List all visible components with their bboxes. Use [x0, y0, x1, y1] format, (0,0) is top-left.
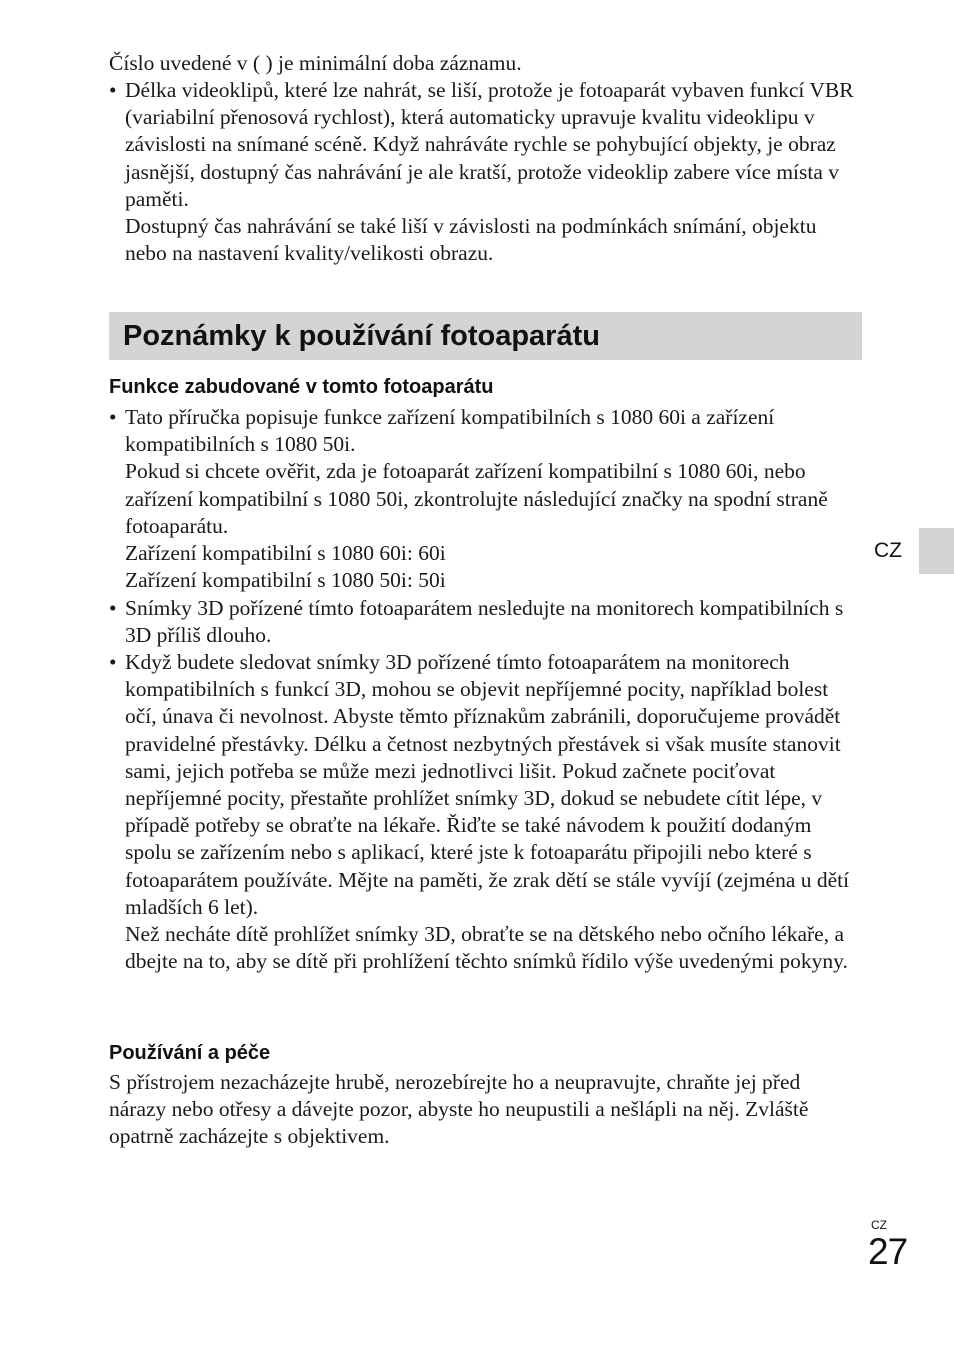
- functions-bullet-3: [109, 649, 861, 975]
- functions-bullet-3-paragraph-2: Než necháte dítě prohlížet snímky 3D, obraťte se na dětského nebo očního lékaře, a dbejte na to, aby se dítě při prohlížení těchto snímků řídilo výše uvedenými pokyny.: [125, 922, 848, 974]
- functions-bullet-1-paragraph-3: Zařízení kompatibilní s 1080 60i: 60i: [125, 541, 446, 566]
- functions-bullet-1-paragraph-4: Zařízení kompatibilní s 1080 50i: 50i: [125, 568, 446, 593]
- bullet-marker: •: [109, 405, 117, 429]
- intro-bullet-paragraph-1: Délka videoklipů, které lze nahrát, se liší, protože je fotoaparát vybaven funkcí VBR (variabilní přenosová rychlost), která automaticky upravuje kvalitu videoklipu v závislosti na snímané scéně. Když nahráváte rychle se pohybující objekty, je obraz jasnější, dostupný čas nahrávání je ale kratší, protože videoklip zabere více místa v paměti.: [125, 78, 854, 211]
- care-paragraph: S přístrojem nezacházejte hrubě, nerozebírejte ho a neupravujte, chraňte jej před nárazy nebo otřesy a dávejte pozor, abyste ho neupustili a nešlápli na něj. Zvláště opatrně zacházejte s objektivem.: [109, 1070, 809, 1149]
- functions-bullet-1: [109, 404, 861, 594]
- intro-bullet-paragraph-2: Dostupný čas nahrávání se také liší v závislosti na podmínkách snímání, objektu nebo na nastavení kvality/velikosti obrazu.: [125, 214, 817, 266]
- intro-bullet: [109, 77, 861, 267]
- functions-heading: Funkce zabudované v tomto fotoaparátu: [109, 376, 494, 398]
- section-title-band: [109, 312, 862, 360]
- language-side-tab: [919, 528, 954, 574]
- functions-bullet-2: [109, 595, 861, 649]
- functions-bullet-1-paragraph-1: Tato příručka popisuje funkce zařízení kompatibilních s 1080 60i a zařízení kompatibilních s 1080 50i.: [125, 405, 775, 457]
- section-title: Poznámky k používání fotoaparátu: [123, 320, 600, 352]
- functions-bullet-1-paragraph-2: Pokud si chcete ověřit, zda je fotoaparát zařízení kompatibilní s 1080 60i, nebo zařízení kompatibilní s 1080 50i, zkontrolujte následující značky na spodní straně fotoaparátu.: [125, 459, 828, 538]
- language-side-label: CZ: [874, 539, 902, 562]
- page-number: 27: [868, 1231, 908, 1272]
- functions-bullet-3-paragraph-1: Když budete sledovat snímky 3D pořízené tímto fotoaparátem na monitorech kompatibilních s funkcí 3D, mohou se objevit nepříjemné pocity, například bolest očí, únava či nevolnost. Abyste těmto příznakům zabránili, doporučujeme provádět pravidelné přestávky. Délku a četnost nezbytných přestávek si však musíte stanovit sami, jejich potřeba se může mezi jednotlivci lišit. Pokud začnete pociťovat nepříjemné pocity, přestaňte prohlížet snímky 3D, dokud se nebudete cítit lépe, v případě potřeby se obraťte na lékaře. Řiďte se také návodem k použití dodaným spolu se zařízením nebo s aplikací, které jste k fotoaparátu připojili nebo které s fotoaparátem používáte. Mějte na paměti, že zrak dětí se stále vyvíjí (zejména u dětí mladších 6 let).: [125, 650, 850, 919]
- bullet-marker: •: [109, 596, 117, 620]
- functions-bullet-2-paragraph-1: Snímky 3D pořízené tímto fotoaparátem nesledujte na monitorech kompatibilních s 3D příliš dlouho.: [125, 596, 844, 648]
- care-heading: Používání a péče: [109, 1042, 271, 1064]
- intro-line: Číslo uvedené v ( ) je minimální doba záznamu.: [109, 51, 522, 75]
- page-language-label: CZ: [871, 1218, 887, 1232]
- bullet-marker: •: [109, 650, 117, 674]
- bullet-marker: •: [109, 78, 117, 102]
